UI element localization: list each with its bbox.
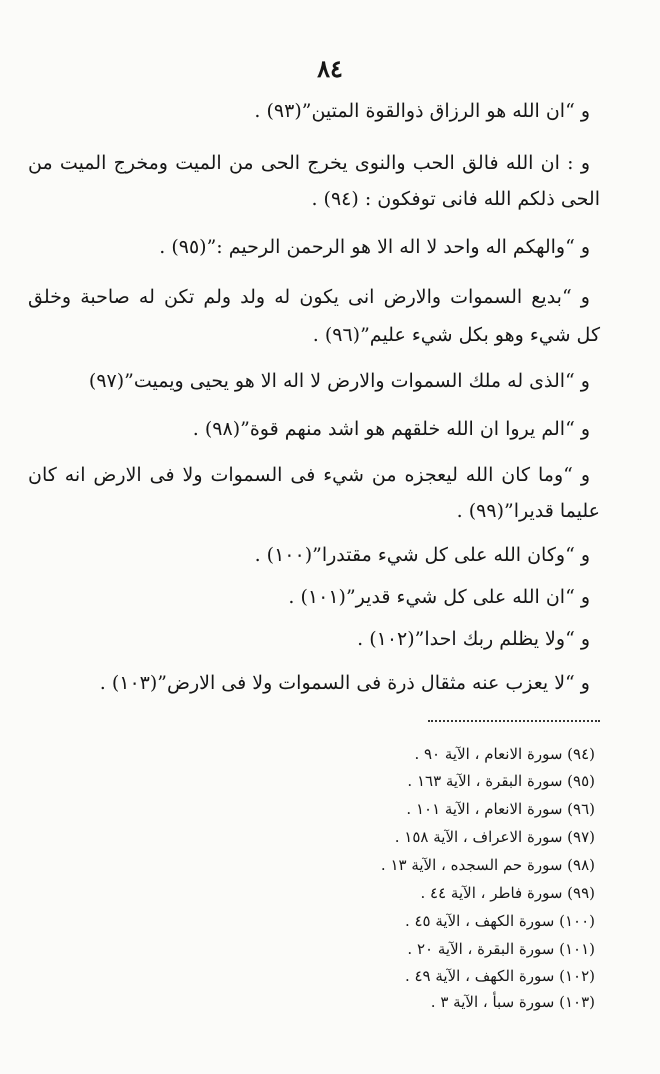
footnote-102: (١٠٢) سورة الكهف ، الآية ٤٩ . [404, 967, 595, 985]
footnote-94: (٩٤) سورة الانعام ، الآية ٩٠ . [414, 745, 595, 763]
text-line-7: و “الذى له ملك السموات والارض لا اله الا هو يحيى ويميت”(٩٧) [88, 370, 590, 392]
footnote-101: (١٠١) سورة البقرة ، الآية ٢٠ . [407, 940, 595, 958]
text-line-1: و “ان الله هو الرزاق ذوالقوة المتين”(٩٣) . [254, 100, 590, 122]
footnote-96: (٩٦) سورة الانعام ، الآية ١٠١ . [406, 800, 595, 818]
page-number: ٨٤ [317, 54, 343, 83]
text-line-2: و : ان الله فالق الحب والنوى يخرج الحى من الميت ومخرج الميت من [28, 152, 590, 174]
text-line-14: و “لا يعزب عنه مثقال ذرة فى السموات ولا فى الارض”(١٠٣) . [99, 672, 590, 694]
footnote-97: (٩٧) سورة الاعراف ، الآية ١٥٨ . [394, 828, 595, 846]
footnote-95: (٩٥) سورة البقرة ، الآية ١٦٣ . [407, 772, 595, 790]
text-line-13: و “ولا يظلم ربك احدا”(١٠٢) . [357, 628, 590, 650]
footnote-99: (٩٩) سورة فاطر ، الآية ٤٤ . [420, 884, 595, 902]
text-line-4: و “والهكم اله واحد لا اله الا هو الرحمن الرحيم :”(٩٥) . [159, 236, 590, 258]
footnote-103: (١٠٣) سورة سبأ ، الآية ٣ . [430, 993, 595, 1011]
footnote-100: (١٠٠) سورة الكهف ، الآية ٤٥ . [404, 912, 595, 930]
text-line-11: و “وكان الله على كل شيء مقتدرا”(١٠٠) . [254, 544, 590, 566]
text-line-8: و “الم يروا ان الله خلقهم هو اشد منهم قوة”(٩٨) . [192, 418, 590, 440]
footnote-98: (٩٨) سورة حم السجده ، الآية ١٣ . [380, 856, 595, 874]
text-line-6: كل شيء وهو بكل شيء عليم”(٩٦) . [312, 324, 600, 346]
text-line-3: الحى ذلكم الله فانى توفكون : (٩٤) . [311, 188, 600, 210]
text-line-5: و “بديع السموات والارض انى يكون له ولد ولم تكن له صاحبة وخلق [28, 286, 590, 308]
text-line-10: عليما قديرا”(٩٩) . [456, 500, 600, 522]
footnote-divider [428, 720, 600, 722]
text-line-9: و “وما كان الله ليعجزه من شيء فى السموات ولا فى الارض انه كان [28, 464, 590, 486]
text-line-12: و “ان الله على كل شيء قدير”(١٠١) . [288, 586, 590, 608]
